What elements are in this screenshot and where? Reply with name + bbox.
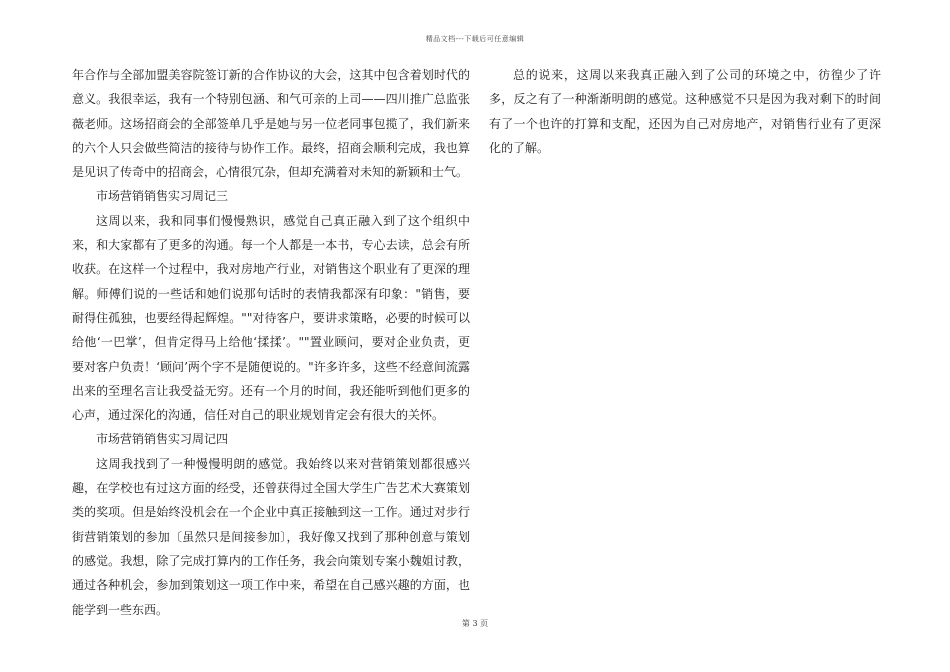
section-heading-week4: 市场营销销售实习周记四 <box>96 432 229 447</box>
left-column <box>72 63 470 622</box>
section-heading-week3: 市场营销销售实习周记三 <box>96 189 229 204</box>
right-column <box>489 63 881 160</box>
paragraph: 这周以来，我和同事们慢慢熟识，感觉自己真正融入到了这个组织中来，和大家都有了更多的沟通。每一个人都是一本书，专心去读，总会有所收获。在这样一个过程中，我对房地产行业，对销售这个职业有了更深的理解。师傅们说的一些话和她们说那句话时的表情我都深有印象："销售，要耐得住孤独，也要经得起辉煌。""对待客户，要讲求策略，必要的时候可以给他‘一巴掌’，但肯定得马上给他‘揉揉’。""置业顾问，要对企业负责，更要对客户负责！‘顾问’两个字不是随便说的。"许多许多，这些不经意间流露出来的至理名言让我受益无穷。还有一个月的时间，我还能听到他们更多的心声，通过深化的沟通，信任对自己的职业规划肯定会有很大的关怀。 <box>72 213 470 423</box>
paragraph: 这周我找到了一种慢慢明朗的感觉。我始终以来对营销策划都很感兴趣，在学校也有过这方面的经受，还曾获得过全国大学生广告艺术大赛策划类的奖项。但是始终没机会在一个企业中真正接触到这一工作。通过对步行街营销策划的参加〔虽然只是间接参加〕，我好像又找到了那种创意与策划的感觉。我想，除了完成打算内的工作任务，我会向策划专案小魏姐讨教，通过各种机会，参加到策划这一项工作中来，希望在自己感兴趣的方面，也能学到一些东西。 <box>72 456 470 617</box>
paragraph: 总的说来，这周以来我真正融入到了公司的环境之中，彷徨少了许多，反之有了一种渐渐明朗的感觉。这种感觉不只是因为我对剩下的时间有了一个也许的打算和支配，还因为自己对房地产，对销售行业有了更深化的了解。 <box>489 68 881 155</box>
paragraph: 年合作与全部加盟美容院签订新的合作协议的大会，这其中包含着划时代的意义。我很幸运，我有一个特别包涵、和气可亲的上司——四川推广总监张薇老师。这场招商会的全部签单几乎是她与另一位老同事包揽了，我们新来的六个人只会做些简洁的接待与协作工作。最终，招商会顺利完成，我也算是见识了传奇中的招商会，心情很冗杂，但却充满着对未知的新颖和士气。 <box>72 68 470 180</box>
page-number: 第 3 页 <box>461 619 489 628</box>
page-header: 精品文档---下载后可任意编辑 <box>425 35 525 43</box>
